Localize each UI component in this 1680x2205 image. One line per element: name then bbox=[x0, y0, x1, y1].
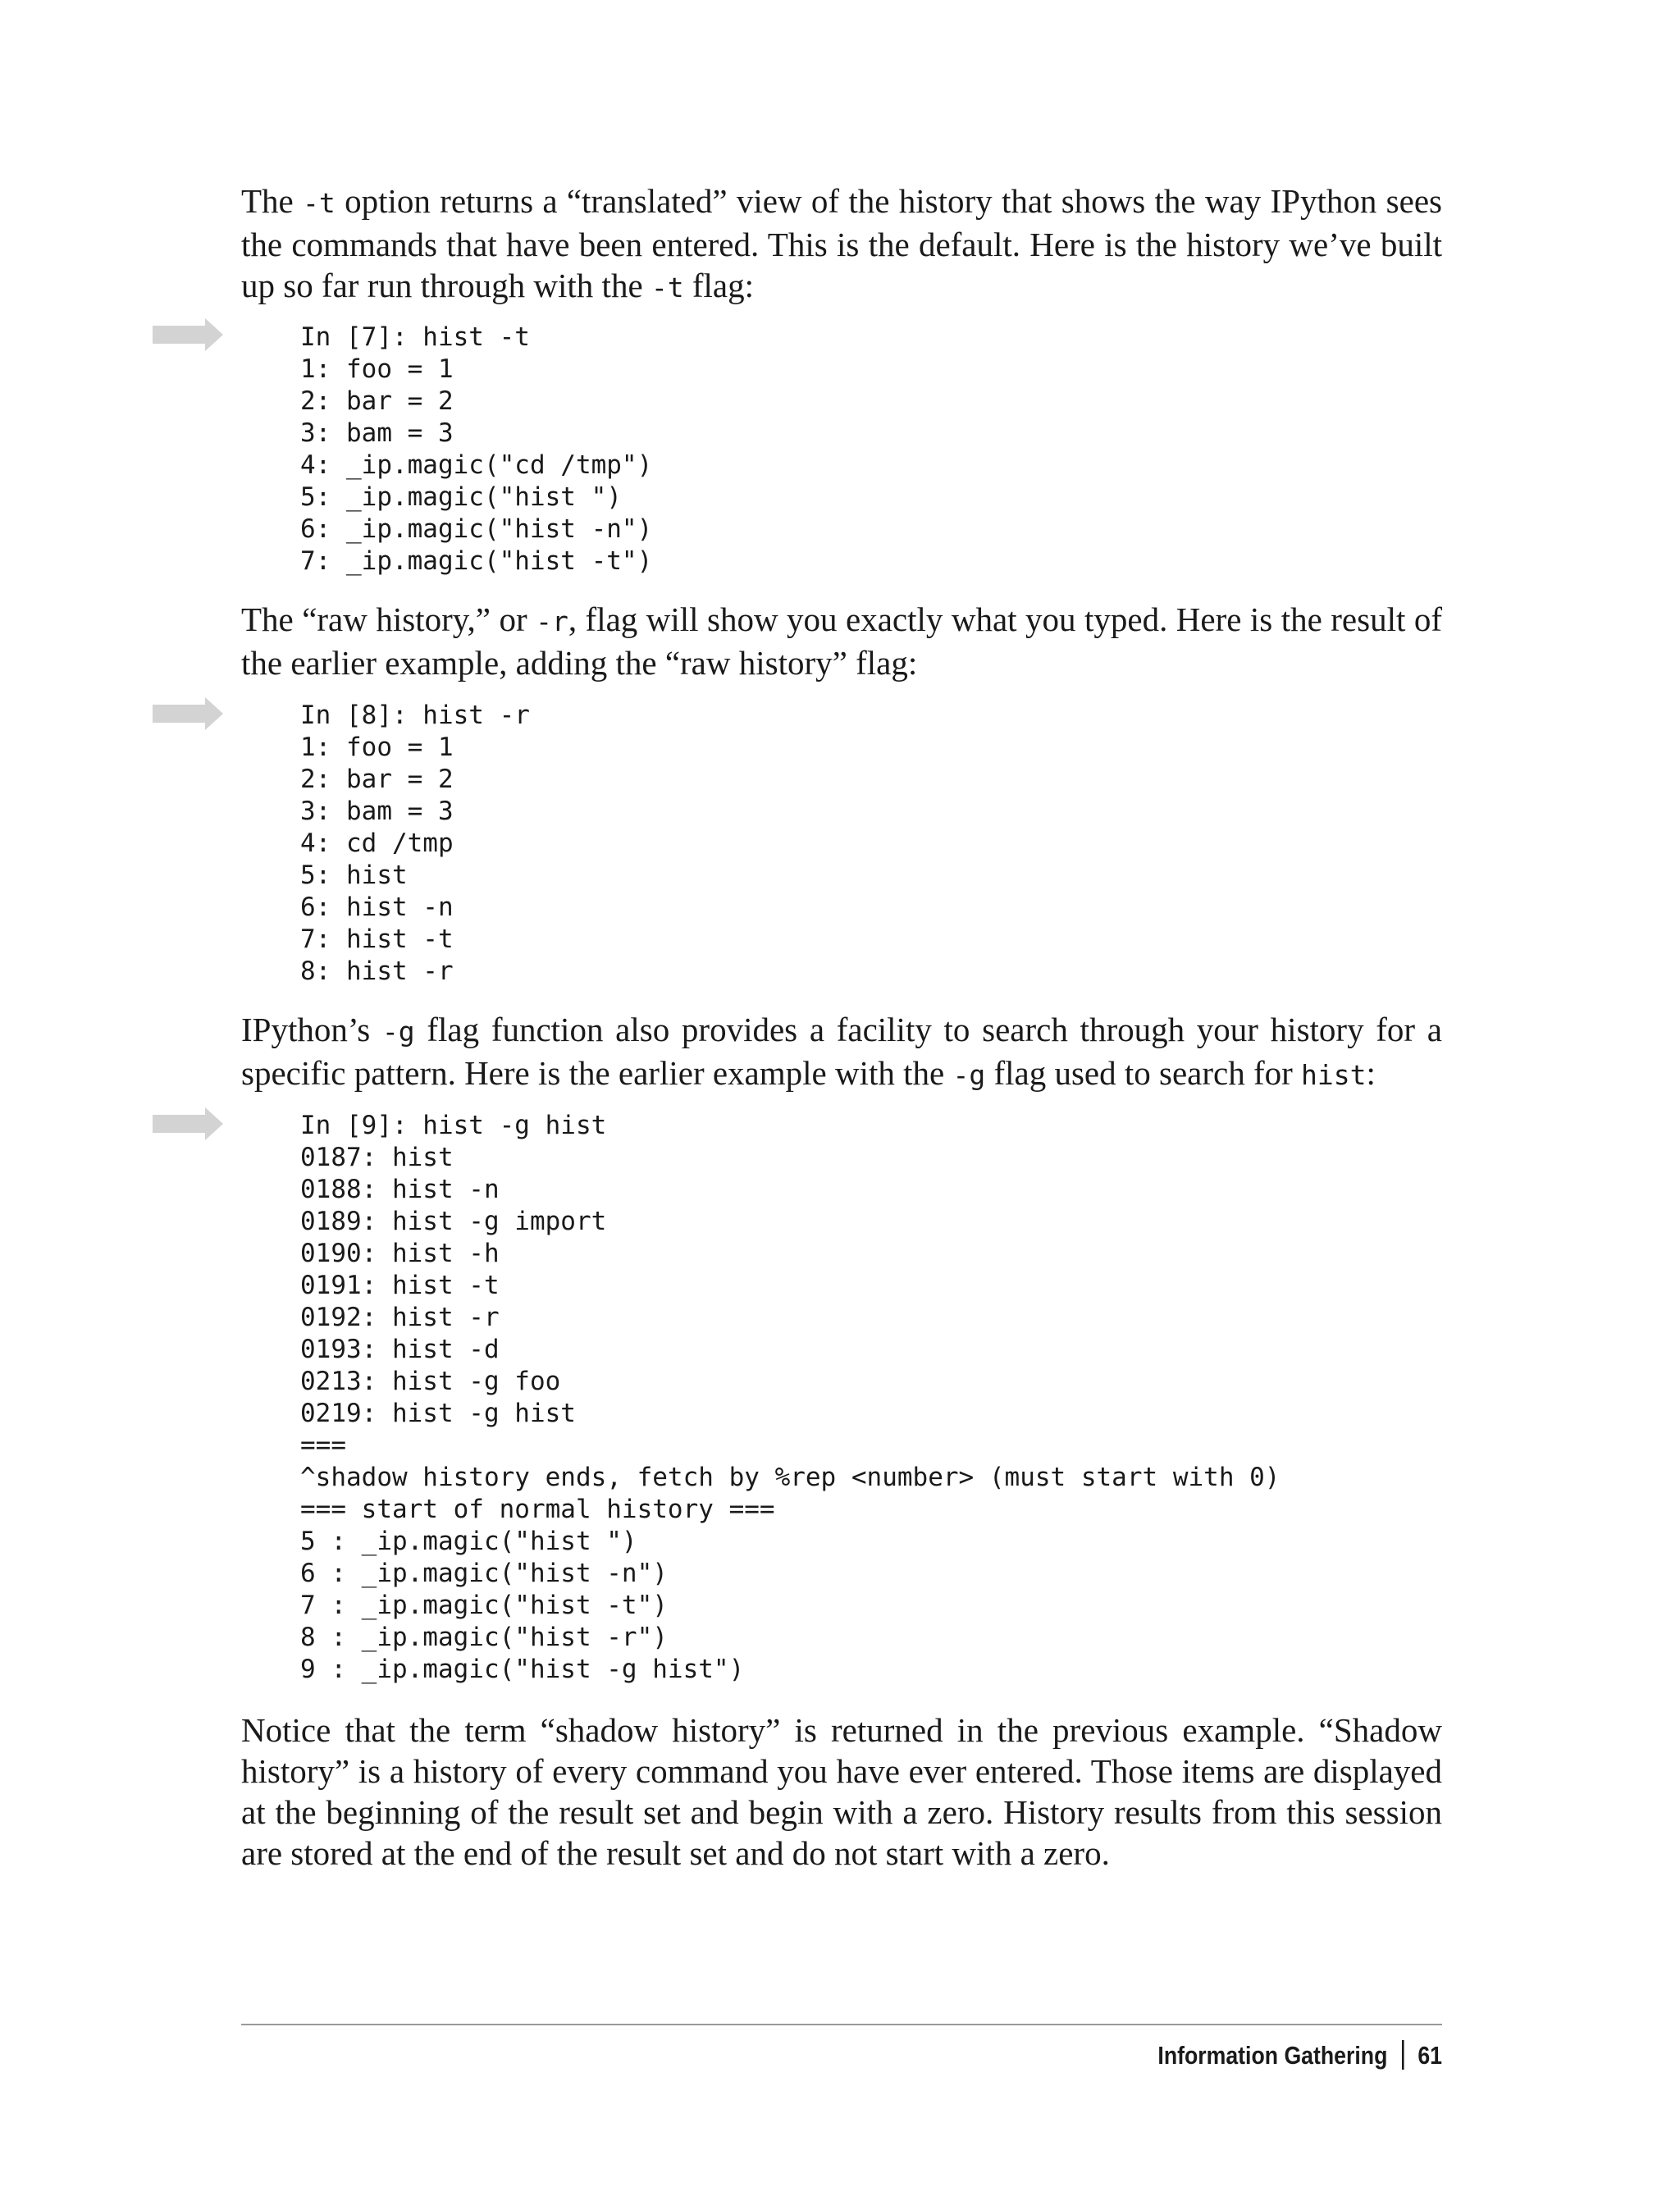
code-line: 2: bar = 2 bbox=[300, 765, 454, 794]
code-line: 9 : _ip.magic("hist -g hist") bbox=[300, 1655, 745, 1684]
code-line: 4: _ip.magic("cd /tmp") bbox=[300, 450, 653, 480]
code-line: 4: cd /tmp bbox=[300, 829, 454, 858]
code-line: 0190: hist -h bbox=[300, 1239, 500, 1268]
code-line: 7 : _ip.magic("hist -t") bbox=[300, 1591, 668, 1620]
inline-code: -t bbox=[651, 272, 684, 304]
code-line: 0188: hist -n bbox=[300, 1175, 500, 1204]
code-line: === start of normal history === bbox=[300, 1495, 775, 1524]
code-line: 6: _ip.magic("hist -n") bbox=[300, 514, 653, 544]
paragraph-search-flag bbox=[241, 1009, 1442, 1096]
text-span: flag function also provides a facility to search through your history for a specific pattern. Here is the earlier example with the bbox=[241, 1011, 1442, 1092]
paragraph-shadow-history bbox=[241, 1710, 1442, 1874]
page-number: 61 bbox=[1418, 2041, 1442, 2070]
code-line: 6: hist -n bbox=[300, 892, 454, 922]
code-line: 8 : _ip.magic("hist -r") bbox=[300, 1623, 668, 1652]
code-block-hist-t bbox=[300, 322, 652, 578]
code-line: 0213: hist -g foo bbox=[300, 1367, 561, 1396]
code-line: 3: bam = 3 bbox=[300, 797, 454, 826]
text-span: The “raw history,” or bbox=[241, 600, 536, 638]
example-arrow-icon bbox=[153, 318, 223, 351]
text-span: Notice that the term “shadow history” is returned in the previous example. “Shadow history” is a history of every command you have ever entered. Those items are displayed at the beginning of the result set and begin with a zero. History results from this session are stored at the end of the result set and do not start with a zero. bbox=[241, 1711, 1442, 1872]
footer-section-title: Information Gathering bbox=[1157, 2041, 1388, 2070]
inline-code: -g bbox=[952, 1059, 986, 1091]
inline-code: hist bbox=[1301, 1059, 1367, 1091]
text-span: IPython’s bbox=[241, 1011, 382, 1048]
code-line: 5: hist bbox=[300, 861, 408, 890]
code-block-hist-r bbox=[300, 700, 530, 988]
code-line: 6 : _ip.magic("hist -n") bbox=[300, 1559, 668, 1588]
code-line: 0219: hist -g hist bbox=[300, 1399, 576, 1428]
inline-code: -g bbox=[381, 1016, 415, 1048]
text-span: option returns a “translated” view of the history that shows the way IPython sees the commands that have been entered. This is the default. Here is the history we’ve built up so far run through with the bbox=[241, 182, 1442, 304]
paragraph-translated-option bbox=[241, 180, 1442, 308]
code-line: In [7]: hist -t bbox=[300, 322, 530, 352]
text-span: flag used to search for bbox=[985, 1054, 1301, 1092]
code-line: In [8]: hist -r bbox=[300, 701, 530, 730]
running-footer bbox=[1157, 2039, 1442, 2072]
code-line: 1: foo = 1 bbox=[300, 354, 454, 384]
code-line: ^shadow history ends, fetch by %rep <number> (must start with 0) bbox=[300, 1463, 1281, 1492]
code-line: === bbox=[300, 1431, 346, 1460]
code-line: 0189: hist -g import bbox=[300, 1207, 607, 1236]
example-arrow-icon bbox=[153, 697, 223, 730]
inline-code: -r bbox=[536, 605, 568, 637]
code-line: 1: foo = 1 bbox=[300, 733, 454, 762]
text-span: : bbox=[1366, 1054, 1376, 1092]
code-line: 5 : _ip.magic("hist ") bbox=[300, 1527, 637, 1556]
text-span: The bbox=[241, 182, 304, 220]
paragraph-raw-history bbox=[241, 599, 1442, 683]
code-line: 2: bar = 2 bbox=[300, 386, 454, 416]
code-line: 0192: hist -r bbox=[300, 1303, 500, 1332]
code-line: 8: hist -r bbox=[300, 956, 454, 986]
footer-separator bbox=[1402, 2040, 1404, 2070]
code-line: 0193: hist -d bbox=[300, 1335, 500, 1364]
inline-code: -t bbox=[303, 187, 336, 219]
code-line: 5: _ip.magic("hist ") bbox=[300, 482, 622, 512]
code-line: In [9]: hist -g hist bbox=[300, 1111, 607, 1140]
code-block-hist-g bbox=[300, 1110, 1280, 1686]
code-line: 7: hist -t bbox=[300, 924, 454, 954]
example-arrow-icon bbox=[153, 1107, 223, 1140]
text-span: , flag will show you exactly what you typed. Here is the result of the earlier example, adding the “raw history” flag: bbox=[241, 600, 1442, 682]
text-span: flag: bbox=[683, 267, 755, 304]
footer-rule bbox=[241, 2024, 1442, 2025]
code-line: 0191: hist -t bbox=[300, 1271, 500, 1300]
code-line: 3: bam = 3 bbox=[300, 418, 454, 448]
code-line: 7: _ip.magic("hist -t") bbox=[300, 546, 653, 576]
code-line: 0187: hist bbox=[300, 1143, 454, 1172]
